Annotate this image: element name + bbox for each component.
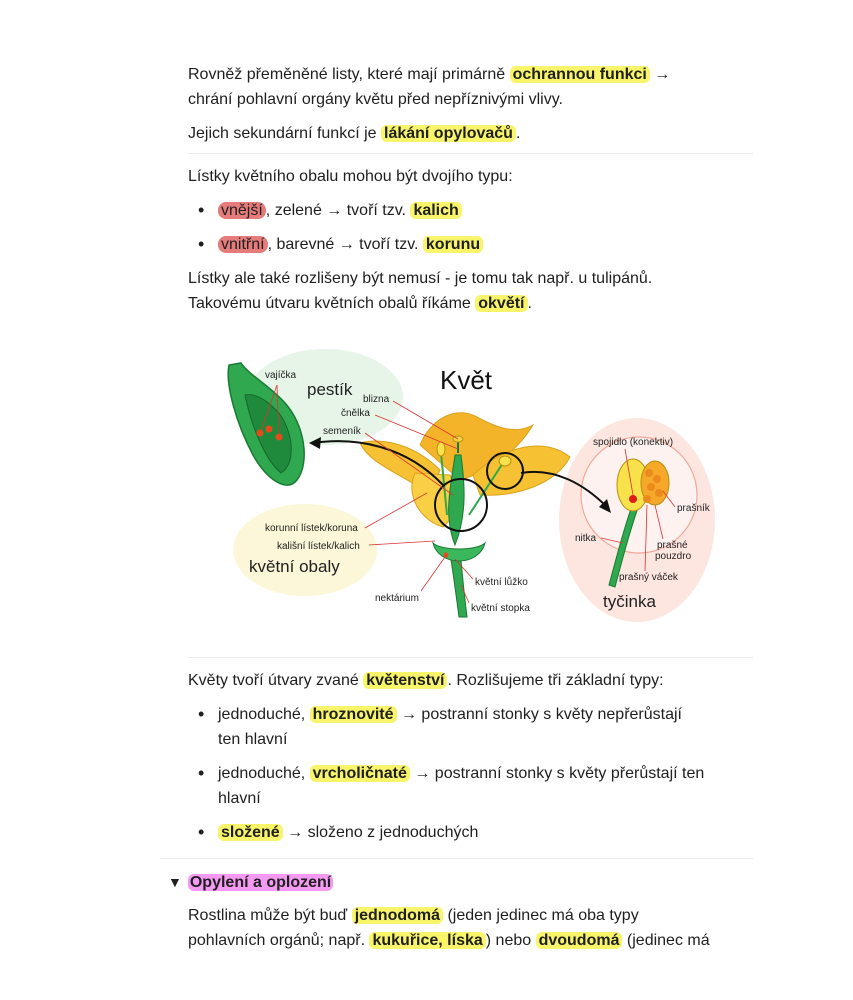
- note-period: .: [527, 295, 532, 312]
- note-line2: Takovému útvaru květních obalů říkáme: [188, 295, 476, 312]
- list-item: [188, 232, 753, 257]
- label-ovary: semeník: [323, 426, 361, 437]
- label-connective: spojidlo (konektiv): [593, 437, 674, 448]
- triangle-down-icon[interactable]: ▼: [168, 874, 182, 890]
- label-receptacle: květní lůžko: [475, 577, 528, 588]
- secondary-function-paragraph: [188, 121, 753, 146]
- pointer-line: [365, 493, 427, 528]
- closing-text: Rostlina může být buď: [188, 907, 352, 924]
- label-pollen-sac-2: pouzdro: [655, 551, 692, 562]
- label-perianth: květní obaly: [249, 557, 340, 576]
- highlight-cyme: vrcholičnaté: [310, 765, 410, 782]
- label-pedicel: květní stopka: [471, 603, 530, 614]
- label-nectary: nektárium: [375, 593, 419, 604]
- tag-outer: vnější: [218, 202, 266, 219]
- connective-dot: [629, 495, 637, 503]
- nectary: [444, 553, 449, 558]
- item-text: → složeno z jednoduchých: [282, 824, 479, 841]
- perianth-types-block: [188, 164, 753, 316]
- highlight-calyx: kalich: [410, 202, 461, 219]
- label-pistil: pestík: [307, 380, 353, 399]
- divider: [160, 858, 753, 859]
- closing-text: (jeden jedinec má oba typy: [443, 907, 639, 924]
- item-text: , zelené → tvoří tzv.: [265, 202, 411, 219]
- label-filament: nitka: [575, 533, 597, 544]
- closing-paragraph: [188, 903, 753, 953]
- flower-diagram: [215, 345, 720, 630]
- label-anther: prašník: [677, 503, 710, 514]
- item-text: hlavní: [218, 790, 261, 807]
- ovule: [266, 426, 273, 433]
- pollen: [643, 495, 651, 503]
- highlight-pollinators: lákání opylovačů: [381, 125, 516, 142]
- types-heading: Lístky květního obalu mohou být dvojího typu:: [188, 168, 513, 185]
- highlight-compound: složené: [218, 824, 283, 841]
- anther: [499, 456, 511, 466]
- infl-text-post: . Rozlišujeme tři základní typy:: [447, 672, 664, 689]
- stem: [451, 560, 467, 617]
- sepals: [433, 543, 485, 561]
- highlight-monoecious: jednodomá: [352, 907, 443, 924]
- list-item: [188, 820, 753, 845]
- types-list: [188, 198, 753, 257]
- item-text: , barevné → tvoří tzv.: [267, 236, 423, 253]
- intro-arrow: →: [649, 66, 671, 83]
- secondary-period: .: [515, 125, 521, 142]
- label-stamen: tyčinka: [603, 592, 656, 611]
- highlight-corolla: korunu: [423, 236, 483, 253]
- label-style: čnělka: [341, 408, 370, 419]
- highlight-inflorescence: květenství: [363, 672, 447, 689]
- note-line1: Lístky ale také rozlišeny být nemusí - je tomu tak např. u tulipánů.: [188, 270, 653, 287]
- list-item: [188, 702, 753, 752]
- divider: [188, 153, 753, 154]
- tag-inner: vnitřní: [218, 236, 268, 253]
- pointer-line: [369, 541, 435, 545]
- label-corolla: korunní lístek/koruna: [265, 523, 358, 534]
- inflorescence-block: [188, 668, 753, 845]
- ovule: [257, 430, 264, 437]
- toggle-title[interactable]: Opylení a oplození: [189, 874, 332, 891]
- list-item: [188, 198, 753, 223]
- item-text: → postranní stonky s květy nepřerůstají: [396, 706, 682, 723]
- highlight-raceme: hroznovité: [310, 706, 397, 723]
- pollen: [653, 475, 661, 483]
- closing-text: pohlavních orgánů; např.: [188, 932, 370, 949]
- list-item: [188, 761, 753, 811]
- pollen: [655, 489, 663, 497]
- highlight-protective-function: ochrannou funkci: [510, 66, 650, 83]
- label-pollen-sac-1: prašné: [657, 540, 688, 551]
- item-text: ten hlavní: [218, 731, 288, 748]
- closing-text: ) nebo: [485, 932, 536, 949]
- divider: [188, 657, 753, 658]
- closing-block: [188, 903, 753, 953]
- highlight-perigon: okvětí: [475, 295, 527, 312]
- label-pollen-sac: prašný váček: [619, 572, 678, 583]
- label-calyx: kališní lístek/kalich: [277, 541, 360, 552]
- closing-text: (jedinec má: [622, 932, 710, 949]
- item-text: jednoduché,: [218, 765, 310, 782]
- toggle-pollination[interactable]: [168, 871, 333, 894]
- tulip-note: [188, 266, 753, 316]
- intro-block: [188, 62, 753, 146]
- diagram-title: Květ: [440, 365, 493, 395]
- intro-text-line2: chrání pohlavní orgány květu před nepříznivými vlivy.: [188, 91, 563, 108]
- pollen: [647, 483, 655, 491]
- inflorescence-list: [188, 702, 753, 845]
- infl-text: Květy tvoří útvary zvané: [188, 672, 364, 689]
- highlight-dioecious: dvoudomá: [536, 932, 623, 949]
- label-stigma: blizna: [363, 394, 390, 405]
- secondary-text: Jejich sekundární funkcí je: [188, 125, 381, 142]
- label-ovules: vajíčka: [265, 370, 297, 381]
- anther: [437, 442, 445, 456]
- item-text: → postranní stonky s květy přerůstají ten: [409, 765, 705, 782]
- item-text: jednoduché,: [218, 706, 310, 723]
- pointer-line: [421, 557, 445, 591]
- highlight-examples: kukuřice, líska: [369, 932, 485, 949]
- intro-text: Rovněž přeměněné listy, které mají primárně: [188, 66, 510, 83]
- inflorescence-intro: [188, 668, 753, 693]
- intro-paragraph: [188, 62, 753, 112]
- pollen: [645, 469, 653, 477]
